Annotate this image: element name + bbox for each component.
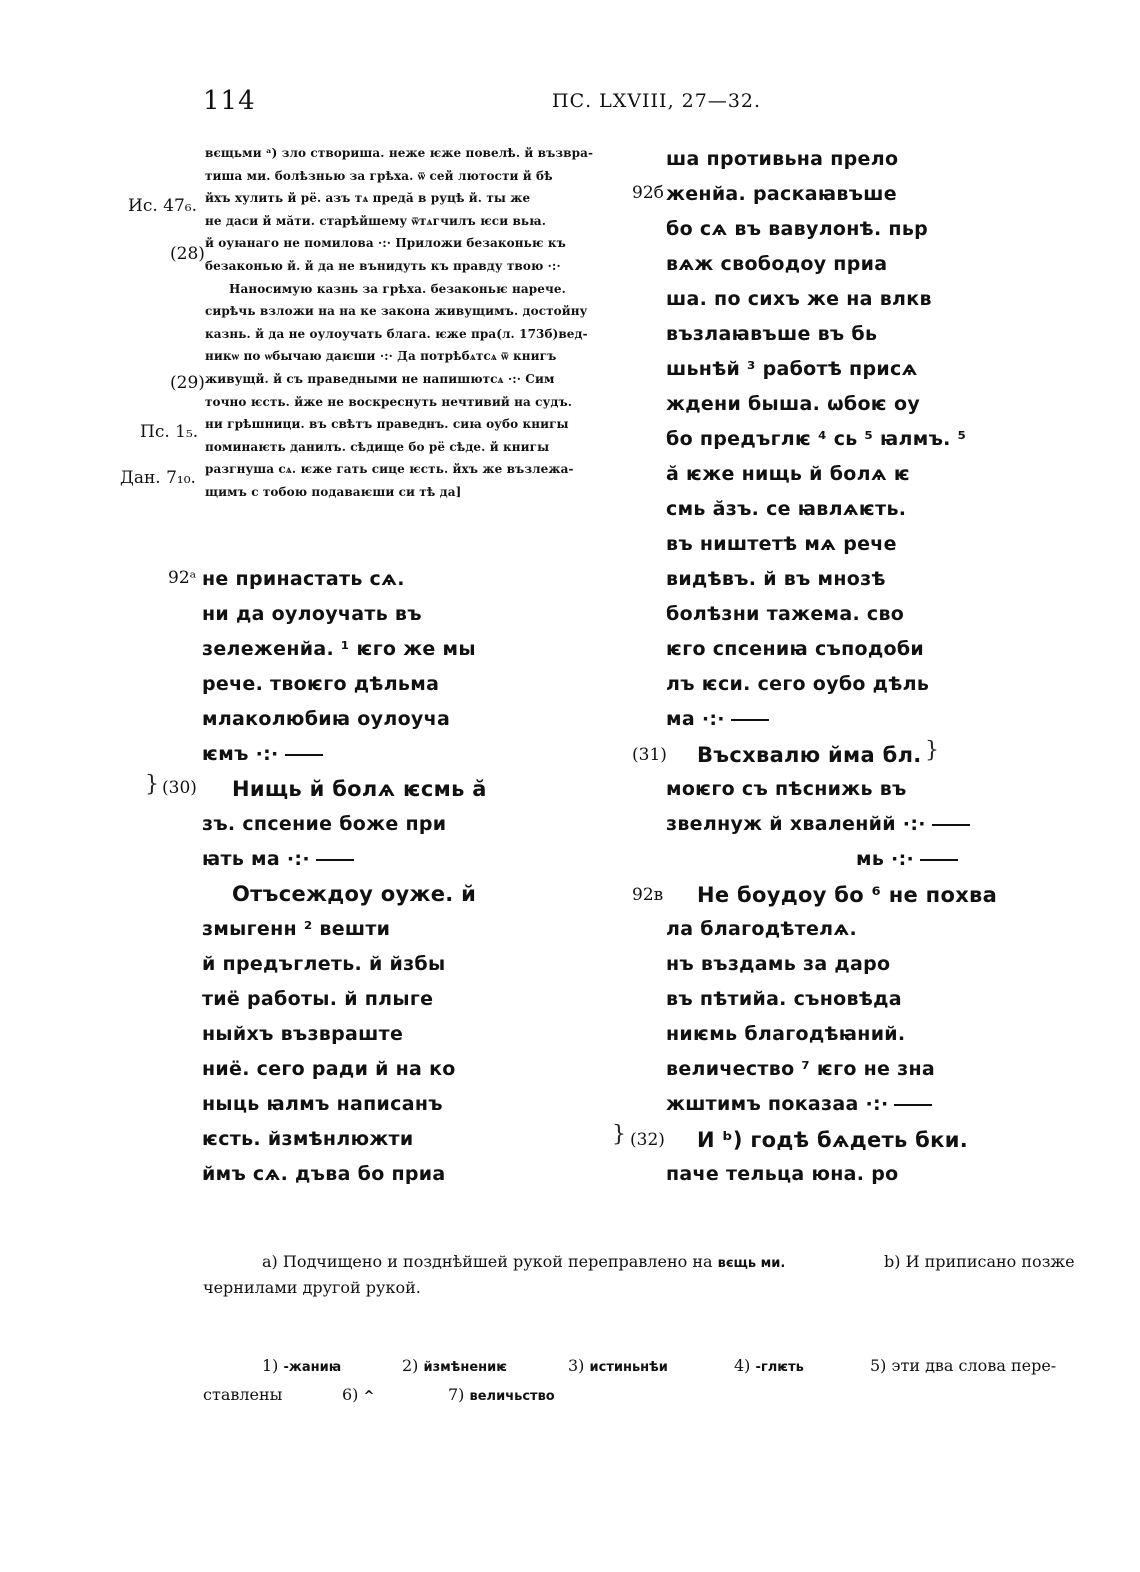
left-line-text: ꙗть ма ·:· [202,848,310,870]
bracket-30: } [145,772,159,797]
footnote-word: истиньнѣи [589,1360,668,1375]
right-line: смь ӑзъ. се ꙗвлѧѥть. [666,498,907,520]
right-line: нъ въздамь за даро [666,953,891,975]
verse-number-92v: 92в [632,885,664,905]
right-line-text: мь ·:· [856,848,914,870]
right-line: ӑ ѥже нищь й болѧ ѥ [666,463,911,485]
footnote-5: 5) эти два слова пере- [870,1356,1057,1375]
bracket-31: } [925,738,939,763]
left-line: Отъсеждоу оуже. й [232,882,477,906]
right-line: женйа. раскаꙗвъше [666,183,897,205]
end-dash [920,859,958,861]
left-line: змыгенн ² вешти [202,918,391,940]
footnote-number: 7) [448,1385,465,1404]
commentary-line: точно ѥсть. йже не воскреснуть нечтивий на судъ. [205,394,573,409]
right-line: ждени быша. ѡбоѥ оу [666,393,921,415]
verse-number-92b: 92б [632,183,664,203]
footnote-5-continued: ставлены [203,1385,283,1404]
left-line: зележенйа. ¹ ѥго же мы [202,638,476,660]
right-line: лъ ѥси. сего оубо дѣль [666,673,930,695]
left-line: ныйхъ възвраште [202,1023,404,1045]
right-line: ша. по сихъ же на влкв [666,288,932,310]
footnote-word: величьство [469,1389,555,1404]
left-line: рече. твоѥго дѣльма [202,673,440,695]
right-line: паче тельца юна. ро [666,1163,899,1185]
left-line: ныць ꙗлмъ написанъ [202,1093,443,1115]
left-line: зъ. спсение боже при [202,813,447,835]
right-line-with-dash [856,848,958,870]
margin-ref-29: (29) [170,373,205,393]
footnote-2 [402,1356,507,1375]
verse-number-31: (31) [632,745,667,765]
footnote-word: -глѥть [755,1360,804,1375]
footnote-number: 2) [402,1356,419,1375]
commentary-line: ни грѣшници. въ свѣтъ праведнъ. сиꙗ оубо книгы [205,417,569,432]
footnote-a-continued: чернилами другой рукой. [203,1278,421,1297]
left-line-text: ѥмъ ·:· [202,743,279,765]
commentary-line: казнь. й да не оулоучать блага. ѥже пра(л. 173б)вед- [205,326,588,341]
right-line-with-dash [666,1093,932,1115]
right-line: Не боудоу бо ⁶ не похва [697,883,998,907]
left-line: Нищь й болѧ ѥсмь ӑ [232,777,487,801]
commentary-line: разгнуша сѧ. ѥже гать сице ѥсть. йхъ же възлежа- [205,462,574,477]
right-line: ла благодѣтелѧ. [666,918,858,940]
left-line: ни да оулоучать въ [202,603,422,625]
margin-ref-dan7: Дан. 7₁₀. [120,468,196,488]
right-line: въ ништетѣ мѧ рече [666,533,897,555]
left-line: не принастать сѧ. [202,568,405,590]
footnote-b: b) И приписано позже [884,1252,1075,1271]
right-line: шьнѣй ³ работѣ присѧ [666,358,918,380]
end-dash [285,754,323,756]
right-line: величество ⁷ ѥго не зна [666,1058,936,1080]
footnote-number: 3) [568,1356,585,1375]
left-line: ймъ сѧ. дъва бо приа [202,1163,446,1185]
end-dash [731,719,769,721]
commentary-line: йхъ хулить й рё. азъ тѧ предӑ в руцѣ й. ты же [205,191,531,206]
right-line: Въсхвалю йма бл. [697,743,922,767]
left-line: й предъглеть. й йзбы [202,953,446,975]
verse-number-32: (32) [630,1130,665,1150]
verse-number-92a: 92ᵃ [168,568,197,588]
right-line-text: ма ·:· [666,708,725,730]
commentary-line: тиша ми. болѣзнью за грѣха. ѿ сей лютости й бѣ [205,168,553,183]
caret-icon: ^ [363,1389,375,1404]
commentary-line: безаконью й. й да не вънидуть къ правду твою ·:· [205,258,561,273]
left-line-with-dash [202,743,323,765]
left-line: ниё. сего ради й на ко [202,1058,456,1080]
commentary-line: Наносимую казнь за грѣха. безаконьѥ нарече. [229,281,566,296]
footnote-number: 4) [734,1356,751,1375]
right-line: бо предъглѥ ⁴ сь ⁵ ꙗлмъ. ⁵ [666,428,967,450]
commentary-line: поминаѥть данилъ. сѣдище бо рё сѣде. й книгы [205,439,550,454]
commentary-line: не даси й мӑти. старѣйшему ѿтѧгчилъ ѥси вьꙗ. [205,213,546,228]
right-line-with-dash [666,813,970,835]
right-line-with-dash [666,708,769,730]
right-line: ша противьна прело [666,148,899,170]
left-line-with-dash [202,848,354,870]
end-dash [894,1104,932,1106]
footnote-6 [342,1385,374,1404]
footnote-word: йзмѣнениѥ [423,1360,508,1375]
right-line: моѥго съ пѣснижь въ [666,778,907,800]
margin-ref-28: (28) [170,244,205,264]
page-number: 114 [203,86,256,116]
footnote-number: 6) [342,1385,359,1404]
footnote-a [262,1252,785,1271]
right-line: видѣвъ. й въ мнозѣ [666,568,886,590]
right-line-text: звелнуж й хваленйй ·:· [666,813,926,835]
footnote-a-text: а) Подчищено и позднѣйшей рукой переправлено на [262,1252,713,1271]
bracket-32: } [612,1122,626,1147]
right-line: И ᵇ) годѣ бѧдеть бки. [697,1128,968,1152]
right-line: ѥго спсениꙗ съподоби [666,638,925,660]
right-line: ниѥмь благодѣꙗний. [666,1023,906,1045]
commentary-line: сирѣчь взложи на на ке закона живущимъ. достойну [205,304,588,319]
footnote-1 [262,1356,341,1375]
left-line: тиё работы. й плыге [202,988,434,1010]
commentary-line: щимъ с тобою подаваѥши си тѣ да] [205,484,462,499]
footnote-4 [734,1356,804,1375]
commentary-line: й оуꙗнаго не помилова ·:· Приложи безаконьѥ къ [205,236,566,251]
right-line: въ пѣтийа. съновѣда [666,988,902,1010]
left-line: млаколюбиꙗ оулоуча [202,708,451,730]
footnote-a-word: вєщь ми. [717,1256,786,1271]
footnote-7 [448,1385,555,1404]
verse-number-30: (30) [162,778,197,798]
footnote-word: -жаниꙗ [283,1360,342,1375]
right-line: бо сѧ въ вавулонѣ. пьр [666,218,929,240]
footnote-number: 1) [262,1356,279,1375]
end-dash [316,859,354,861]
right-line: болѣзни тажема. сво [666,603,905,625]
right-line-text: жштимъ показаа ·:· [666,1093,889,1115]
commentary-line: никѡ по ѡбычаю даѥши ·:· Да потрѣбѧтсѧ ѿ книгъ [205,349,557,364]
commentary-line: вєщьми ᵃ) зло створиша. неже ѥже повелѣ. й възвра- [205,146,594,160]
margin-ref-ps1: Пс. 1₅. [140,422,199,442]
right-line: вѧж свободоу приа [666,253,888,275]
commentary-block [205,142,625,504]
right-line: възлаꙗвъше въ бь [666,323,878,345]
footnote-3 [568,1356,668,1375]
commentary-line: живущй. й съ праведными не напишютсѧ ·:· Сим [205,371,555,386]
end-dash [932,824,970,826]
page-title: ПС. LXVIII, 27—32. [552,90,762,112]
left-line: ѥсть. йзмѣнлюжти [202,1128,414,1150]
margin-ref-is47: Ис. 47₆. [128,196,198,216]
